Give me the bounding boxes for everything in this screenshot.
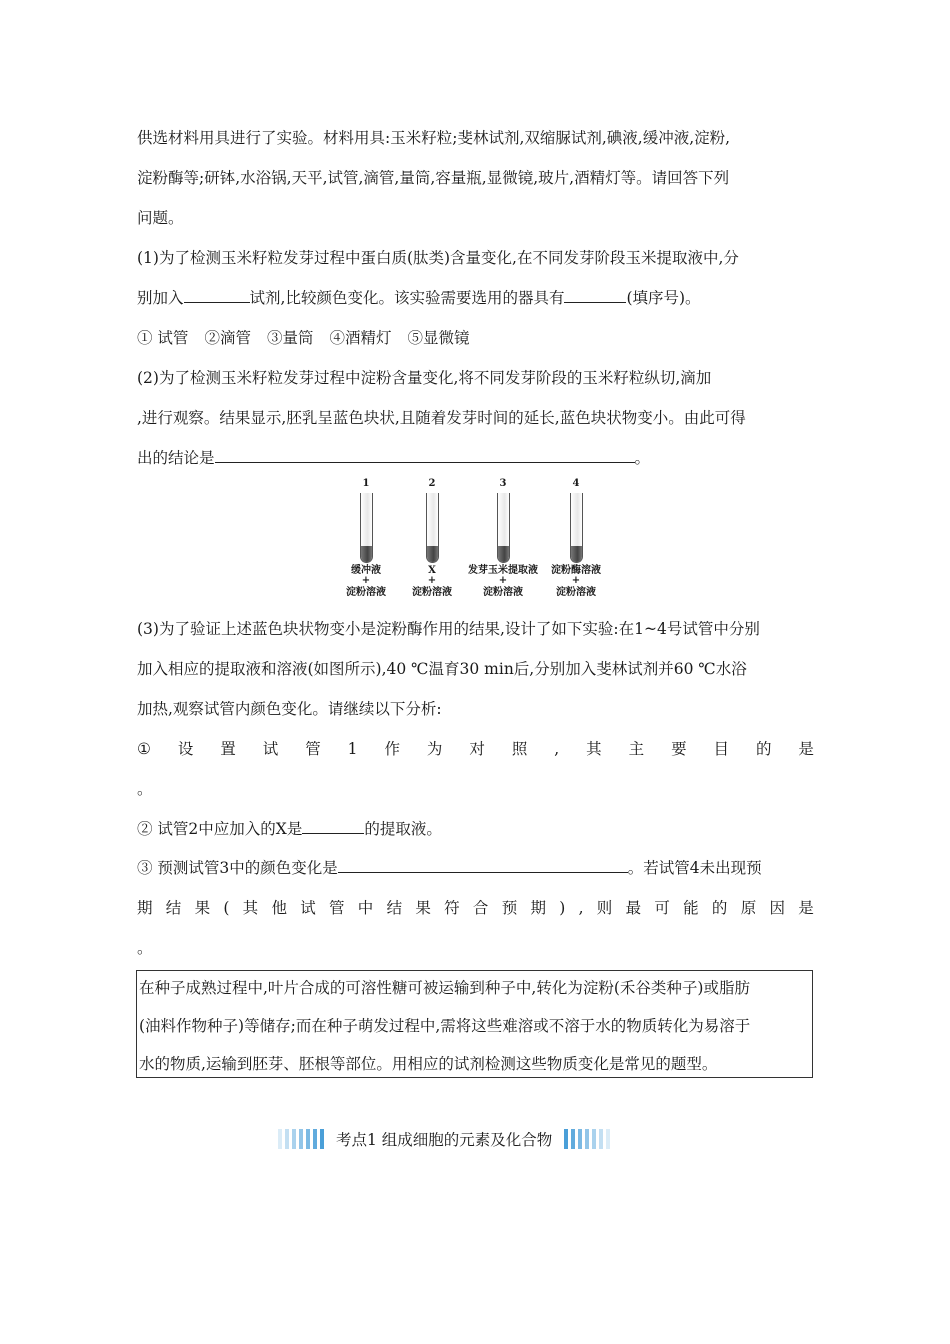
tube-glass (426, 493, 439, 563)
decor-bar (320, 1129, 324, 1149)
tube-number: 4 (572, 478, 580, 489)
question-1-options (137, 327, 814, 349)
decor-bar (299, 1129, 303, 1149)
justified-char: 果 (415, 899, 431, 917)
justified-char: 预 (501, 899, 518, 917)
tube-label-bottom: 淀粉溶液 (412, 587, 452, 598)
justified-char: ① (137, 740, 151, 758)
test-tube-1 (330, 478, 402, 599)
justified-char: 他 (271, 899, 287, 917)
decor-bar (585, 1129, 589, 1149)
question-2-line-1: (2)为了检测玉米籽粒发芽过程中淀粉含量变化,将不同发芽阶段的玉米籽粒纵切,滴加 (137, 369, 712, 387)
justified-char: 作 (384, 740, 400, 758)
justified-char: 管 (305, 740, 321, 758)
test-tube-3 (467, 478, 539, 599)
tube-label-bottom: 淀粉溶液 (556, 587, 596, 598)
decor-bar (606, 1129, 610, 1149)
justified-char: 试 (262, 740, 279, 758)
option-2: ②滴管 (204, 329, 251, 347)
justified-char: ) (559, 899, 566, 917)
tube-label-top: 缓冲液 (351, 565, 381, 576)
justified-char: 其 (586, 740, 602, 758)
justified-char: 果 (194, 899, 211, 917)
intro-line-3: 问题。 (137, 209, 184, 227)
tube-label-bottom: 淀粉溶液 (483, 587, 523, 598)
intro-line-1: 供选材料用具进行了实验。材料用具:玉米籽粒;斐林试剂,双缩脲试剂,碘液,缓冲液,淀粉, (137, 129, 731, 147)
option-3: ③量筒 (266, 329, 314, 347)
question-2-line-2: ,进行观察。结果显示,胚乳呈蓝色块状,且随着发芽时间的延长,蓝色块状物变小。由此可得 (137, 409, 746, 427)
justified-char: 主 (628, 740, 645, 758)
test-tube-2 (396, 478, 468, 599)
decor-bar (571, 1129, 575, 1149)
justified-char: 能 (683, 899, 699, 917)
justified-char: 结 (165, 899, 182, 917)
justified-char: 可 (654, 899, 670, 917)
test-tube-4 (540, 478, 612, 599)
note-line-3: 水的物质,运输到胚芽、胚根等部位。用相应的试剂检测这些物质变化是常见的题型。 (139, 1055, 718, 1073)
q1-text-c: (填序号)。 (626, 289, 701, 307)
question-3-line-1: (3)为了验证上述蓝色块状物变小是淀粉酶作用的结果,设计了如下实验:在1~4号试管中分别 (137, 620, 760, 638)
note-line-2: (油料作物种子)等储存;而在种子萌发过程中,需将这些难溶或不溶于水的物质转化为易溶于 (139, 1017, 751, 1035)
justified-char: 期 (137, 899, 153, 917)
decor-bar (313, 1129, 317, 1149)
justified-char: 因 (769, 899, 785, 917)
justified-char: 中 (357, 899, 374, 917)
decor-bar (292, 1129, 296, 1149)
decor-bar (599, 1129, 603, 1149)
tube-plus: + (361, 575, 371, 586)
justified-char: ( (223, 899, 230, 917)
note-line-1: 在种子成熟过程中,叶片合成的可溶性糖可被运输到种子中,转化为淀粉(禾谷类种子)或脂肪 (139, 979, 750, 997)
justified-char: 为 (426, 740, 443, 758)
question-1-line-1: (1)为了检测玉米籽粒发芽过程中蛋白质(肽类)含量变化,在不同发芽阶段玉米提取液中,分 (137, 249, 739, 267)
q3-sub3-text-b: 。若试管4未出现预 (627, 859, 762, 877)
justified-char: 设 (177, 740, 194, 758)
q3-sub3-text-a: ③ 预测试管3中的颜色变化是 (137, 859, 338, 877)
test-tube-figure (330, 478, 620, 606)
tube-number: 3 (499, 478, 507, 489)
option-1: ① 试管 (137, 329, 189, 347)
question-2-line-3 (137, 447, 814, 469)
q1-text-a: 别加入 (137, 289, 184, 307)
justified-char: , (578, 899, 584, 917)
decor-bar (278, 1129, 282, 1149)
justified-char: , (554, 740, 560, 758)
q1-reagent-blank[interactable] (184, 287, 250, 303)
tube-plus: + (498, 575, 508, 586)
tube-plus: + (571, 575, 581, 586)
decor-bar (592, 1129, 596, 1149)
justified-char: 符 (444, 899, 460, 917)
question-3-sub-3 (137, 857, 814, 879)
justified-char: 期 (530, 899, 546, 917)
question-3-line-2: 加入相应的提取液和溶液(如图所示),40 ℃温育30 min后,分别加入斐林试剂并60 ℃水浴 (137, 660, 747, 678)
section-header (278, 1126, 678, 1152)
q1-text-b: 试剂,比较颜色变化。该实验需要选用的器具有 (249, 289, 565, 307)
q3-sub2-text-b: 的提取液。 (364, 820, 442, 838)
tube-number: 2 (428, 478, 436, 489)
decor-bar (578, 1129, 582, 1149)
justified-char: 1 (347, 740, 358, 758)
tube-label-bottom: 淀粉溶液 (346, 587, 386, 598)
justified-char: 是 (798, 899, 814, 917)
question-3-sub-3-line-2 (137, 897, 814, 919)
tube-plus: + (427, 575, 437, 586)
justified-char: 的 (711, 899, 728, 917)
tube-glass (360, 493, 373, 563)
justified-char: 管 (329, 899, 345, 917)
justified-char: 其 (242, 899, 259, 917)
tube-glass (497, 493, 510, 563)
q3-sub2-text-a: ② 试管2中应加入的X是 (137, 820, 303, 838)
question-3-sub-1 (137, 738, 814, 760)
justified-char: 对 (469, 740, 485, 758)
justified-char: 原 (740, 899, 757, 917)
justified-char: 要 (671, 740, 687, 758)
justified-char: 的 (755, 740, 772, 758)
justified-char: 目 (713, 740, 730, 758)
justified-char: 则 (596, 899, 613, 917)
intro-line-2: 淀粉酶等;研钵,水浴锅,天平,试管,滴管,量筒,容量瓶,显微镜,玻片,酒精灯等。请回答下列 (137, 169, 730, 187)
question-3-sub-3-end: 。 (137, 939, 153, 957)
q1-equipment-blank[interactable] (564, 287, 626, 303)
justified-char: 照 (511, 740, 528, 758)
q2-text-a: 出的结论是 (137, 449, 215, 467)
q2-conclusion-blank[interactable] (215, 447, 635, 463)
justified-char: 最 (625, 899, 642, 917)
justified-char: 试 (300, 899, 316, 917)
option-5: ⑤显微镜 (407, 329, 470, 347)
q3-x-blank[interactable] (302, 818, 364, 834)
question-3-line-3: 加热,观察试管内颜色变化。请继续以下分析: (137, 700, 442, 718)
justified-char: 置 (220, 740, 236, 758)
decorative-bars-left (278, 1129, 324, 1149)
q2-text-b: 。 (634, 449, 651, 467)
justified-char: 是 (798, 740, 814, 758)
tube-number: 1 (362, 478, 370, 489)
tube-label-top: X (428, 565, 436, 576)
q3-color-change-blank[interactable] (338, 857, 628, 873)
section-title: 考点1 组成细胞的元素及化合物 (336, 1131, 553, 1149)
decor-bar (285, 1129, 289, 1149)
tube-glass (570, 493, 583, 563)
question-1-line-2 (137, 287, 814, 309)
question-3-sub-1-end: 。 (137, 780, 153, 798)
justified-char: 合 (472, 899, 489, 917)
tube-label-top: 淀粉酶溶液 (551, 565, 601, 576)
tube-label-top: 发芽玉米提取液 (468, 565, 538, 576)
option-4: ④酒精灯 (329, 329, 392, 347)
decor-bar (564, 1129, 568, 1149)
decor-bar (306, 1129, 310, 1149)
question-3-sub-2 (137, 818, 814, 840)
note-box (136, 970, 813, 1078)
justified-char: 结 (386, 899, 403, 917)
decorative-bars-right (564, 1129, 610, 1149)
